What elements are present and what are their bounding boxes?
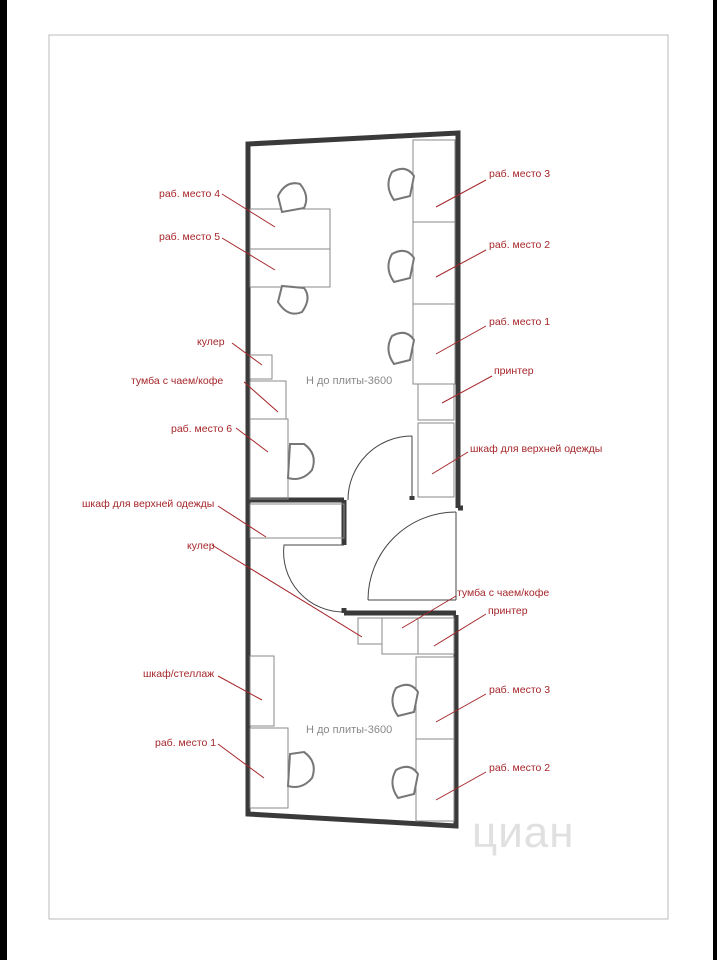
desk-lower-1	[250, 728, 288, 808]
chair-4	[278, 183, 306, 212]
label-lower-workplace-2: раб. место 2	[489, 762, 551, 774]
chair-l3	[392, 685, 418, 716]
floor-plan	[7, 0, 713, 960]
label-upper-workplace-2: раб. место 2	[489, 239, 551, 251]
desk-5	[250, 249, 330, 287]
chair-u3	[388, 169, 414, 200]
label-lower-shelving: шкаф/стеллаж	[143, 668, 215, 680]
chair-l2	[392, 767, 418, 798]
desk-lower-2	[416, 739, 454, 821]
leader-u-printer	[442, 376, 492, 403]
leader-u-wardrobe	[432, 452, 468, 474]
wardrobe-upper	[418, 423, 454, 497]
desk-2	[413, 222, 455, 304]
leader-l-printer	[434, 614, 486, 646]
leader-l-wardrobe	[218, 506, 266, 537]
walls	[248, 133, 463, 826]
lower-ceiling-height: Н до плиты-3600	[306, 724, 393, 736]
label-upper-workplace-6: раб. место 6	[171, 423, 233, 435]
label-upper-workplace-3: раб. место 3	[489, 168, 551, 180]
label-lower-workplace-3: раб. место 3	[489, 684, 551, 696]
furniture	[250, 140, 455, 821]
chair-u1	[388, 333, 414, 364]
leader-l-wp1	[218, 744, 264, 778]
leader-u-wp3	[436, 180, 486, 207]
label-upper-tea-cabinet: тумба с чаем/кофе	[131, 375, 224, 387]
chair-u2	[388, 251, 414, 282]
printer-lower	[418, 618, 454, 654]
desk-lower-3	[416, 657, 454, 739]
leader-l-shelving	[218, 676, 262, 700]
label-upper-cooler: кулер	[197, 336, 225, 348]
tea-cabinet-upper	[250, 381, 286, 419]
desk-4	[250, 209, 330, 249]
chair-5	[278, 286, 308, 314]
lower-door-swing	[368, 512, 456, 600]
cooler-lower	[358, 618, 382, 644]
upper-left-wall	[248, 133, 458, 508]
upper-ceiling-height: Н до плиты-3600	[306, 375, 393, 387]
wardrobe-lower	[250, 504, 344, 538]
watermark-logo: циан	[472, 808, 575, 857]
label-lower-printer: принтер	[488, 605, 528, 617]
label-upper-wardrobe: шкаф для верхней одежды	[470, 443, 603, 455]
desk-6	[250, 419, 288, 499]
printer-upper	[418, 384, 454, 420]
leader-lines	[212, 180, 492, 800]
middle-door-swing	[284, 545, 344, 612]
lower-left-wall	[248, 500, 456, 826]
leader-l-wp2	[436, 772, 486, 800]
leader-u-wp6	[236, 428, 268, 452]
chairs	[278, 169, 418, 798]
sheet-border	[49, 35, 668, 919]
leader-l-wp3	[436, 694, 486, 722]
label-lower-wardrobe: шкаф для верхней одежды	[82, 498, 215, 510]
drawing-sheet	[7, 0, 713, 960]
label-upper-workplace-4: раб. место 4	[159, 188, 221, 200]
label-lower-cooler: кулер	[187, 540, 215, 552]
label-upper-printer: принтер	[494, 365, 534, 377]
label-upper-workplace-5: раб. место 5	[159, 231, 221, 243]
chair-l1	[288, 752, 314, 787]
label-lower-workplace-1: раб. место 1	[155, 737, 217, 749]
tea-cabinet-lower	[382, 618, 418, 654]
leader-l-cooler	[212, 545, 362, 637]
leader-u-wp2	[436, 250, 486, 277]
label-upper-workplace-1: раб. место 1	[489, 316, 551, 328]
shelving-lower	[250, 656, 274, 726]
upper-door-swing	[348, 436, 412, 500]
desk-1	[413, 304, 455, 384]
desk-3	[413, 140, 455, 222]
chair-6	[288, 444, 314, 479]
label-lower-tea-cabinet: тумба с чаем/кофе	[457, 587, 550, 599]
leader-u-wp1	[436, 326, 486, 354]
